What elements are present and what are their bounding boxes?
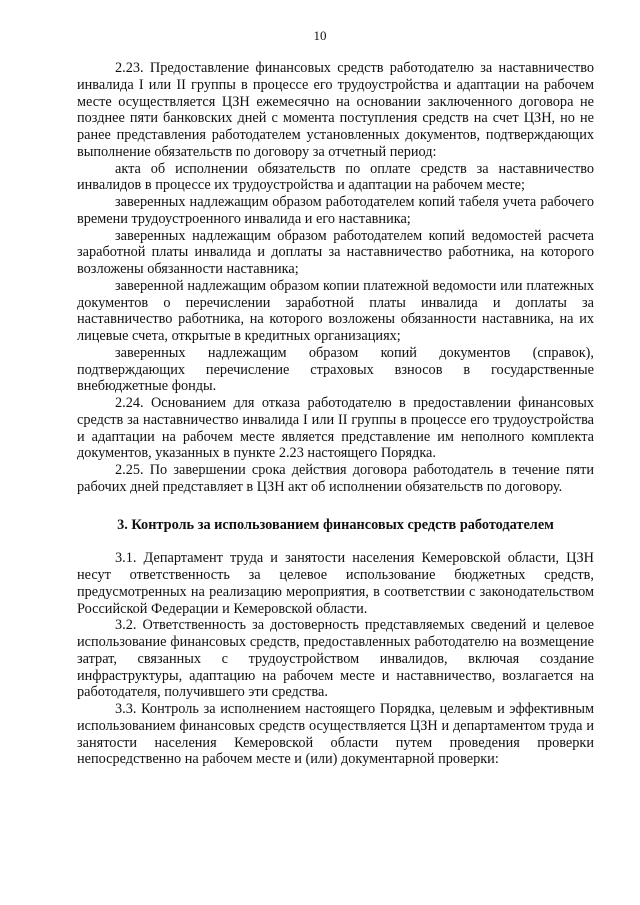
list-item-payment-docs: заверенной надлежащим образом копии платежной ведомости или платежных документов о перечислении заработной платы инвалида и доплаты за наставничество работника, на которого возложены обязанности наставника, на их лицевые счета, открытые в кредитных организациях; [77, 277, 594, 344]
page-number: 10 [313, 28, 327, 43]
paragraph-3-1: 3.1. Департамент труда и занятости населения Кемеровской области, ЦЗН несут ответственность за целевое использование бюджетных средств, предусмотренных на реализацию мероприятия, в соответствии с законодательством Российской Федерации и Кемеровской области. [77, 550, 594, 617]
document-body [77, 60, 594, 768]
paragraph-2-25: 2.25. По завершении срока действия договора работодатель в течение пяти рабочих дней представляет в ЦЗН акт об исполнении обязательств по договору. [77, 462, 594, 495]
paragraph-3-2: 3.2. Ответственность за достоверность представляемых сведений и целевое использование финансовых средств, предоставленных работодателю на возмещение затрат, связанных с трудоустройством инвалидов, включая создание инфраструктуры, адаптацию на рабочем месте и наставничество, возлагается на работодателя, получившего эти средства. [77, 617, 594, 701]
list-item-payroll: заверенных надлежащим образом работодателем копий ведомостей расчета заработной платы инвалида и доплаты за наставничество работника, на которого возложены обязанности наставника; [77, 227, 594, 277]
paragraph-2-24: 2.24. Основанием для отказа работодателю в предоставлении финансовых средств за наставничество инвалида I или II группы в процессе его трудоустройства и адаптации на рабочем месте является представление им неполного комплекта документов, указанных в пункте 2.23 настоящего Порядка. [77, 395, 594, 462]
paragraph-3-3: 3.3. Контроль за исполнением настоящего Порядка, целевым и эффективным использованием финансовых средств осуществляется ЦЗН и департаментом труда и занятости населения Кемеровской области путем проведения проверки непосредственно на рабочем месте и (или) документарной проверки: [77, 701, 594, 768]
paragraph-2-23: 2.23. Предоставление финансовых средств работодателю за наставничество инвалида I или II группы в процессе его трудоустройства и адаптации на рабочем месте осуществляется ЦЗН ежемесячно на основании заключенного договора не позднее пяти банковских дней с момента поступления средств на счет ЦЗН, но не ранее представления работодателем установленных документов, подтверждающих выполнение обязательств по договору за отчетный период: [77, 60, 594, 160]
list-item-act: акта об исполнении обязательств по оплате средств за наставничество инвалидов в процессе их трудоустройства и адаптации на рабочем месте; [77, 160, 594, 194]
list-item-timesheet: заверенных надлежащим образом работодателем копий табеля учета рабочего времени трудоустроенного инвалида и его наставника; [77, 194, 594, 227]
section-title: 3. Контроль за использованием финансовых средств работодателем [117, 516, 554, 533]
list-item-insurance: заверенных надлежащим образом копий документов (справок), подтверждающих перечисление страховых взносов в государственные внебюджетные фонды. [77, 344, 594, 395]
